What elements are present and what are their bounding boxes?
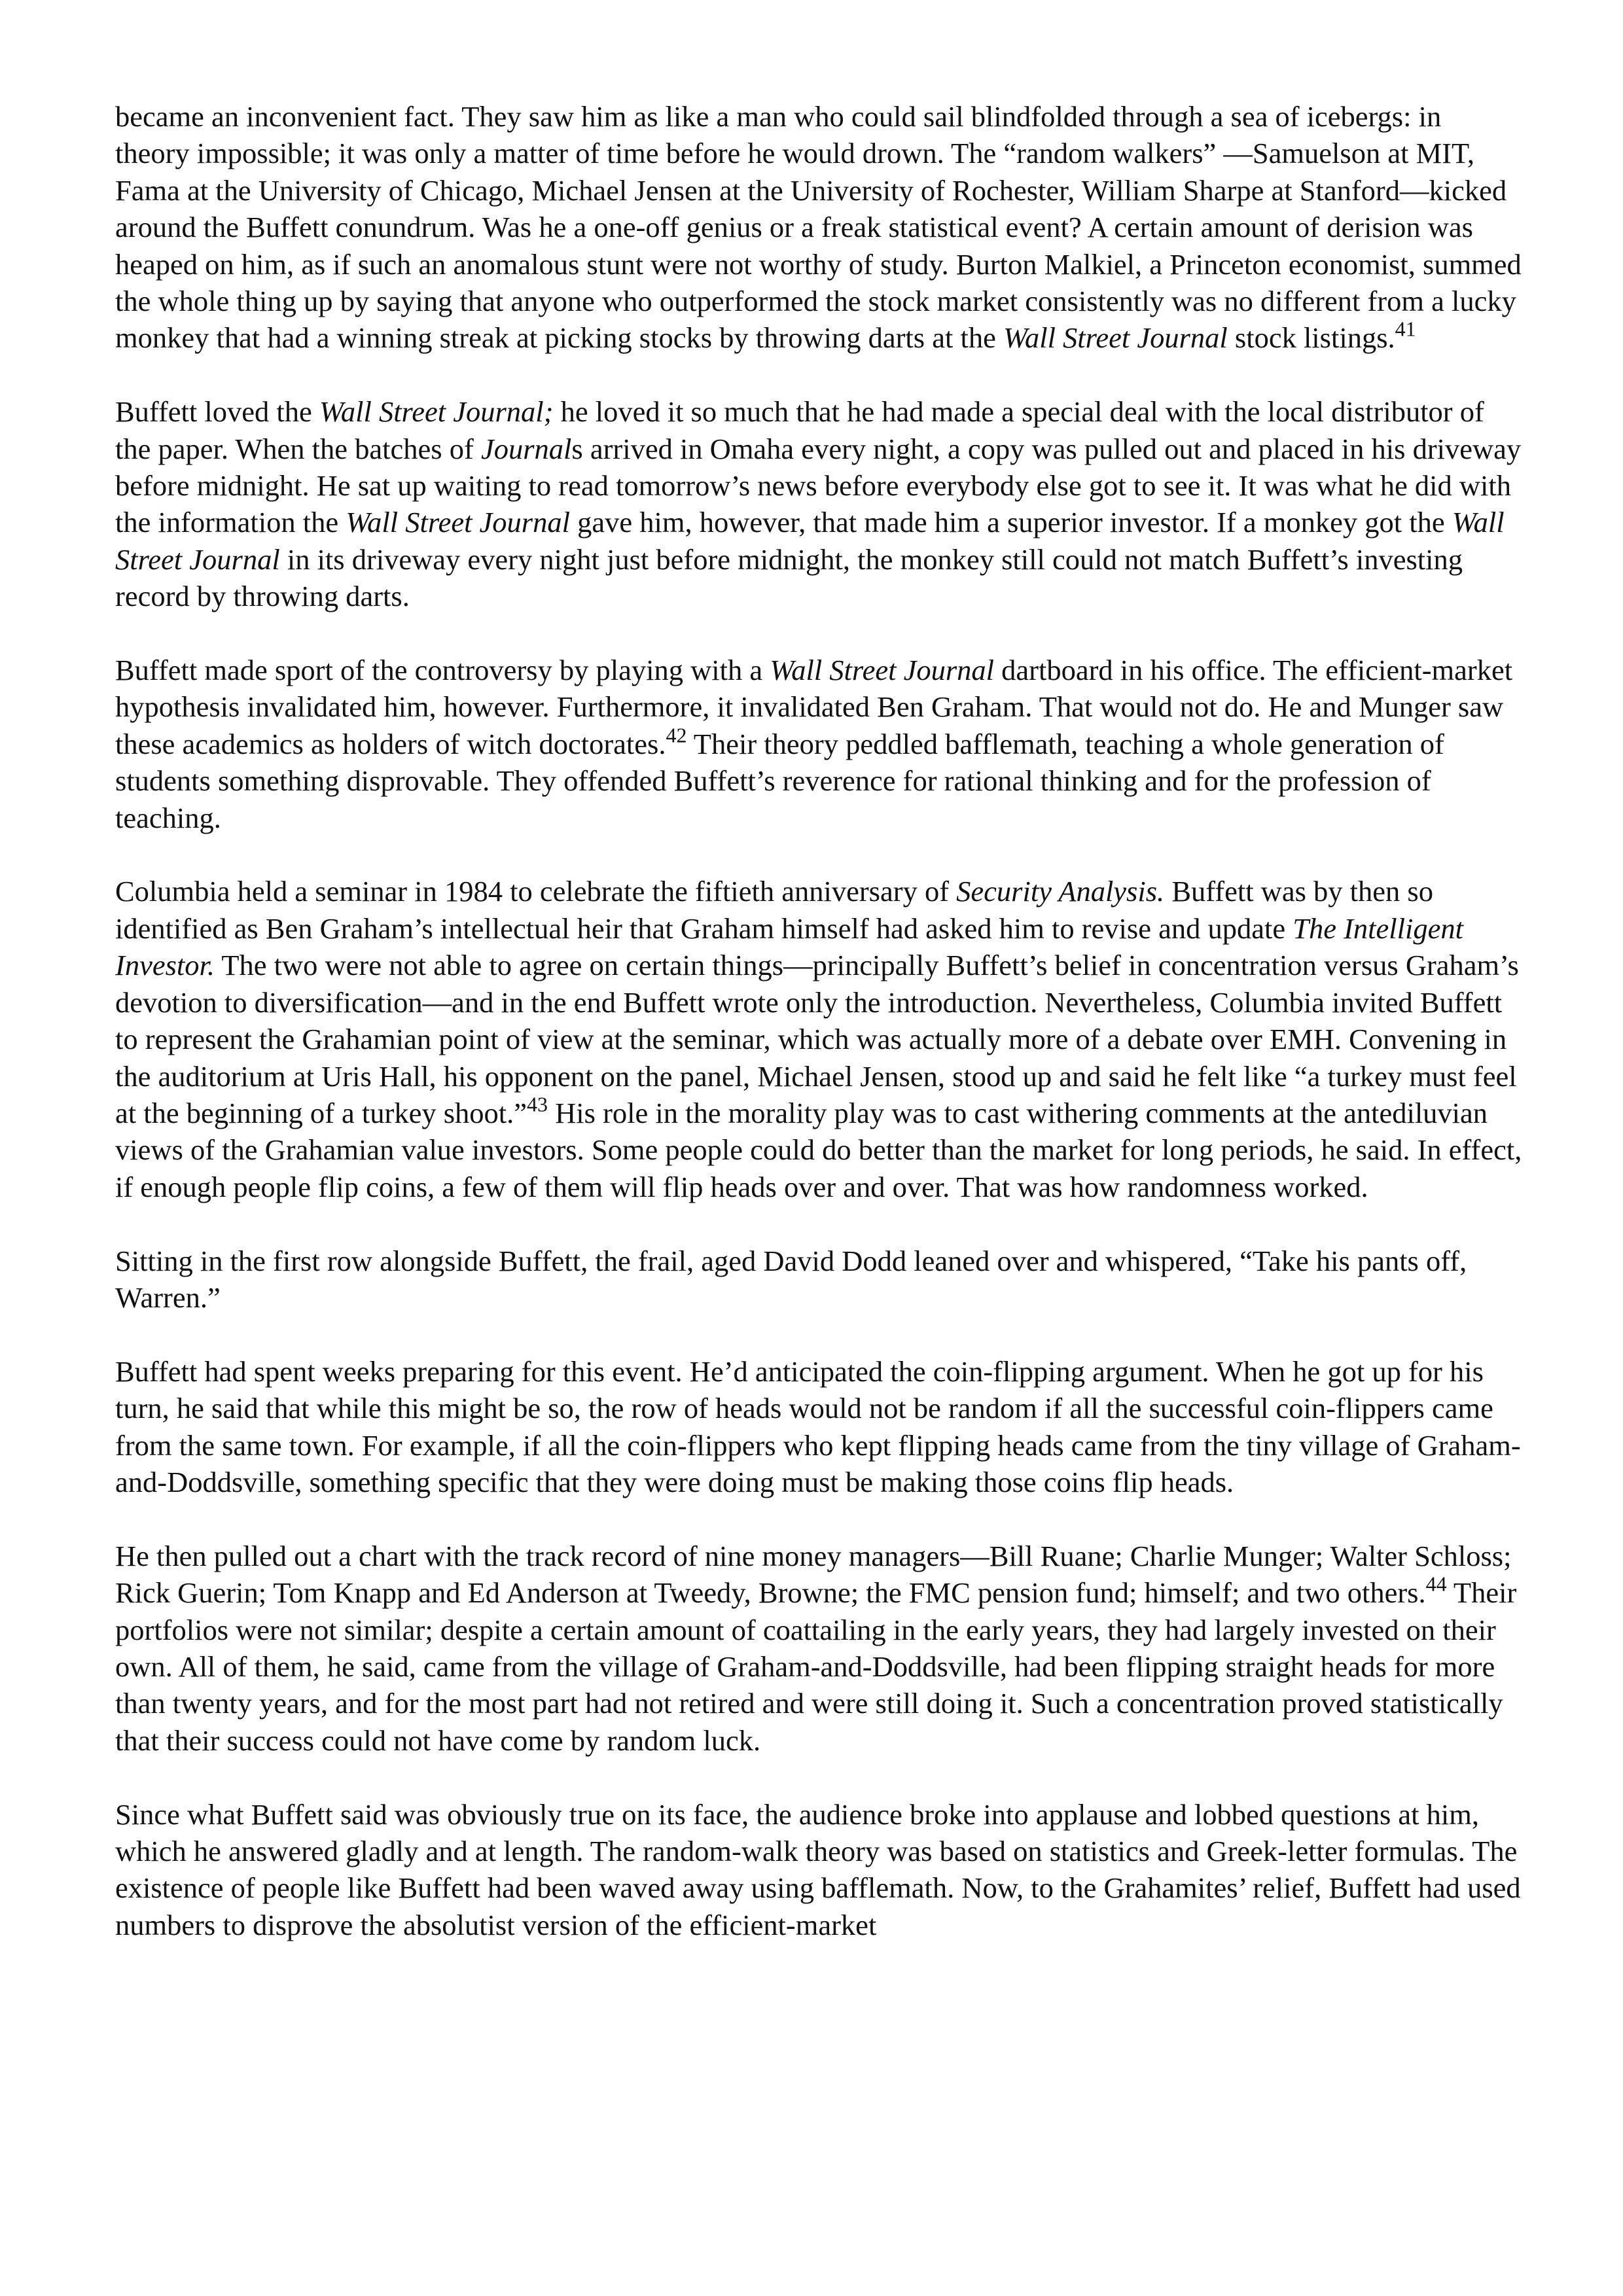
italic-text: Journal: [480, 432, 572, 465]
footnote-ref: 43: [527, 1092, 548, 1116]
text-run: He then pulled out a chart with the track record of nine money managers—Bill Ruane; Charlie Munger; Walter Schloss; Rick Guerin; Tom Knapp and Ed Anderson at Tweedy, Browne; the FMC pension fund; himself; and two others.: [115, 1539, 1512, 1610]
paragraph: [115, 1538, 1522, 1759]
paragraph: [115, 873, 1522, 1205]
paragraph: [115, 393, 1522, 614]
paragraph: [115, 652, 1522, 836]
text-run: Buffett made sport of the controversy by playing with a: [115, 654, 770, 687]
text-run: Sitting in the first row alongside Buffett, the frail, aged David Dodd leaned over and whispered, “Take his pants off, Warren.”: [115, 1244, 1467, 1314]
text-run: Their theory peddled bafflemath, teaching a whole generation of students something disprovable. They offended Buffett’s reverence for rational thinking and for the profession of teaching.: [115, 727, 1444, 834]
text-run: Their portfolios were not similar; despite a certain amount of coattailing in the early years, they had largely invested on their own. All of them, he said, came from the village of Graham-and-Doddsville, had been flipping straight heads for more than twenty years, and for the most part had not retired and were still doing it. Such a concentration proved statistically that their success could not have come by random luck.: [115, 1576, 1517, 1757]
text-run: Since what Buffett said was obviously true on its face, the audience broke into applause and lobbed questions at him, which he answered gladly and at length. The random-walk theory was based on statistics and Greek-letter formulas. The existence of people like Buffett had been waved away using bafflemath. Now, to the Grahamites’ relief, Buffett had used numbers to disprove the absolutist version of the efficient-market: [115, 1797, 1521, 1941]
italic-text: Wall Street Journal: [346, 506, 570, 539]
text-run: Buffett loved the: [115, 395, 319, 429]
text-run: Buffett had spent weeks preparing for this event. He’d anticipated the coin-flipping argument. When he got up for his turn, he said that while this might be so, the row of heads would not be random if all the successful coin-flippers came from the same town. For example, if all the coin-flippers who kept flipping heads came from the tiny village of Graham-and-Doddsville, something specific that they were doing must be making those coins flip heads.: [115, 1354, 1521, 1498]
paragraph: [115, 1243, 1522, 1316]
italic-text: The Intelligent Investor.: [115, 911, 1463, 982]
text-run: dartboard in his office. The efficient-market hypothesis invalidated him, however. Furthermore, it invalidated Ben Graham. That would not do. He and Munger saw these academics as holders of witch doctorates.: [115, 654, 1513, 760]
italic-text: Wall Street Journal: [770, 654, 995, 687]
document-page: [115, 98, 1522, 1943]
italic-text: Security Analysis.: [956, 875, 1165, 908]
text-run: Buffett was by then so identified as Ben Graham’s intellectual heir that Graham himself had asked him to revise and update: [115, 875, 1433, 945]
text-run: Columbia held a seminar in 1984 to celebrate the fiftieth anniversary of: [115, 875, 957, 908]
text-run: gave him, however, that made him a superior investor. If a monkey got the: [570, 506, 1452, 539]
text-run: he loved it so much that he had made a special deal with the local distributor of the paper. When the batches of: [115, 395, 1484, 465]
italic-text: Wall Street Journal: [1003, 321, 1228, 355]
footnote-ref: 44: [1425, 1572, 1447, 1596]
text-run: became an inconvenient fact. They saw him as like a man who could sail blindfolded through a sea of icebergs: in theory impossible; it was only a matter of time before he would drown. The “random walkers” —Samuelson at MIT, Fama at the University of Chicago, Michael Jensen at the University of Rochester, William Sharpe at Stanford—kicked around the Buffett conundrum. Was he a one-off genius or a freak statistical event? A certain amount of derision was heaped on him, as if such an anomalous stunt were not worthy of study. Burton Malkiel, a Princeton economist, summed the whole thing up by saying that anyone who outperformed the stock market consistently was no different from a lucky monkey that had a winning streak at picking stocks by throwing darts at the: [115, 100, 1522, 355]
text-run: in its driveway every night just before midnight, the monkey still could not match Buffett’s investing record by throwing darts.: [115, 542, 1463, 613]
footnote-ref: 42: [666, 723, 687, 747]
italic-text: Wall Street Journal: [115, 506, 1505, 576]
paragraph: [115, 1353, 1522, 1501]
footnote-ref: 41: [1395, 317, 1416, 341]
paragraph: [115, 1796, 1522, 1944]
text-run: The two were not able to agree on certain things—principally Buffett’s belief in concentration versus Graham’s devotion to diversification—and in the end Buffett wrote only the introduction. Nevertheless, Columbia invited Buffett to represent the Grahamian point of view at the seminar, which was actually more of a debate over EMH. Convening in the auditorium at Uris Hall, his opponent on the panel, Michael Jensen, stood up and said he felt like “a turkey must feel at the beginning of a turkey shoot.”: [115, 949, 1519, 1129]
text-run: stock listings.: [1227, 321, 1395, 355]
text-run: His role in the morality play was to cast withering comments at the antediluvian views of the Grahamian value investors. Some people could do better than the market for long periods, he said. In effect, if enough people flip coins, a few of them will flip heads over and over. That was how randomness worked.: [115, 1096, 1522, 1203]
text-run: s arrived in Omaha every night, a copy was pulled out and placed in his driveway before midnight. He sat up waiting to read tomorrow’s news before everybody else got to see it. It was what he did with the information the: [115, 432, 1522, 539]
paragraph: [115, 98, 1522, 357]
italic-text: Wall Street Journal;: [319, 395, 554, 429]
